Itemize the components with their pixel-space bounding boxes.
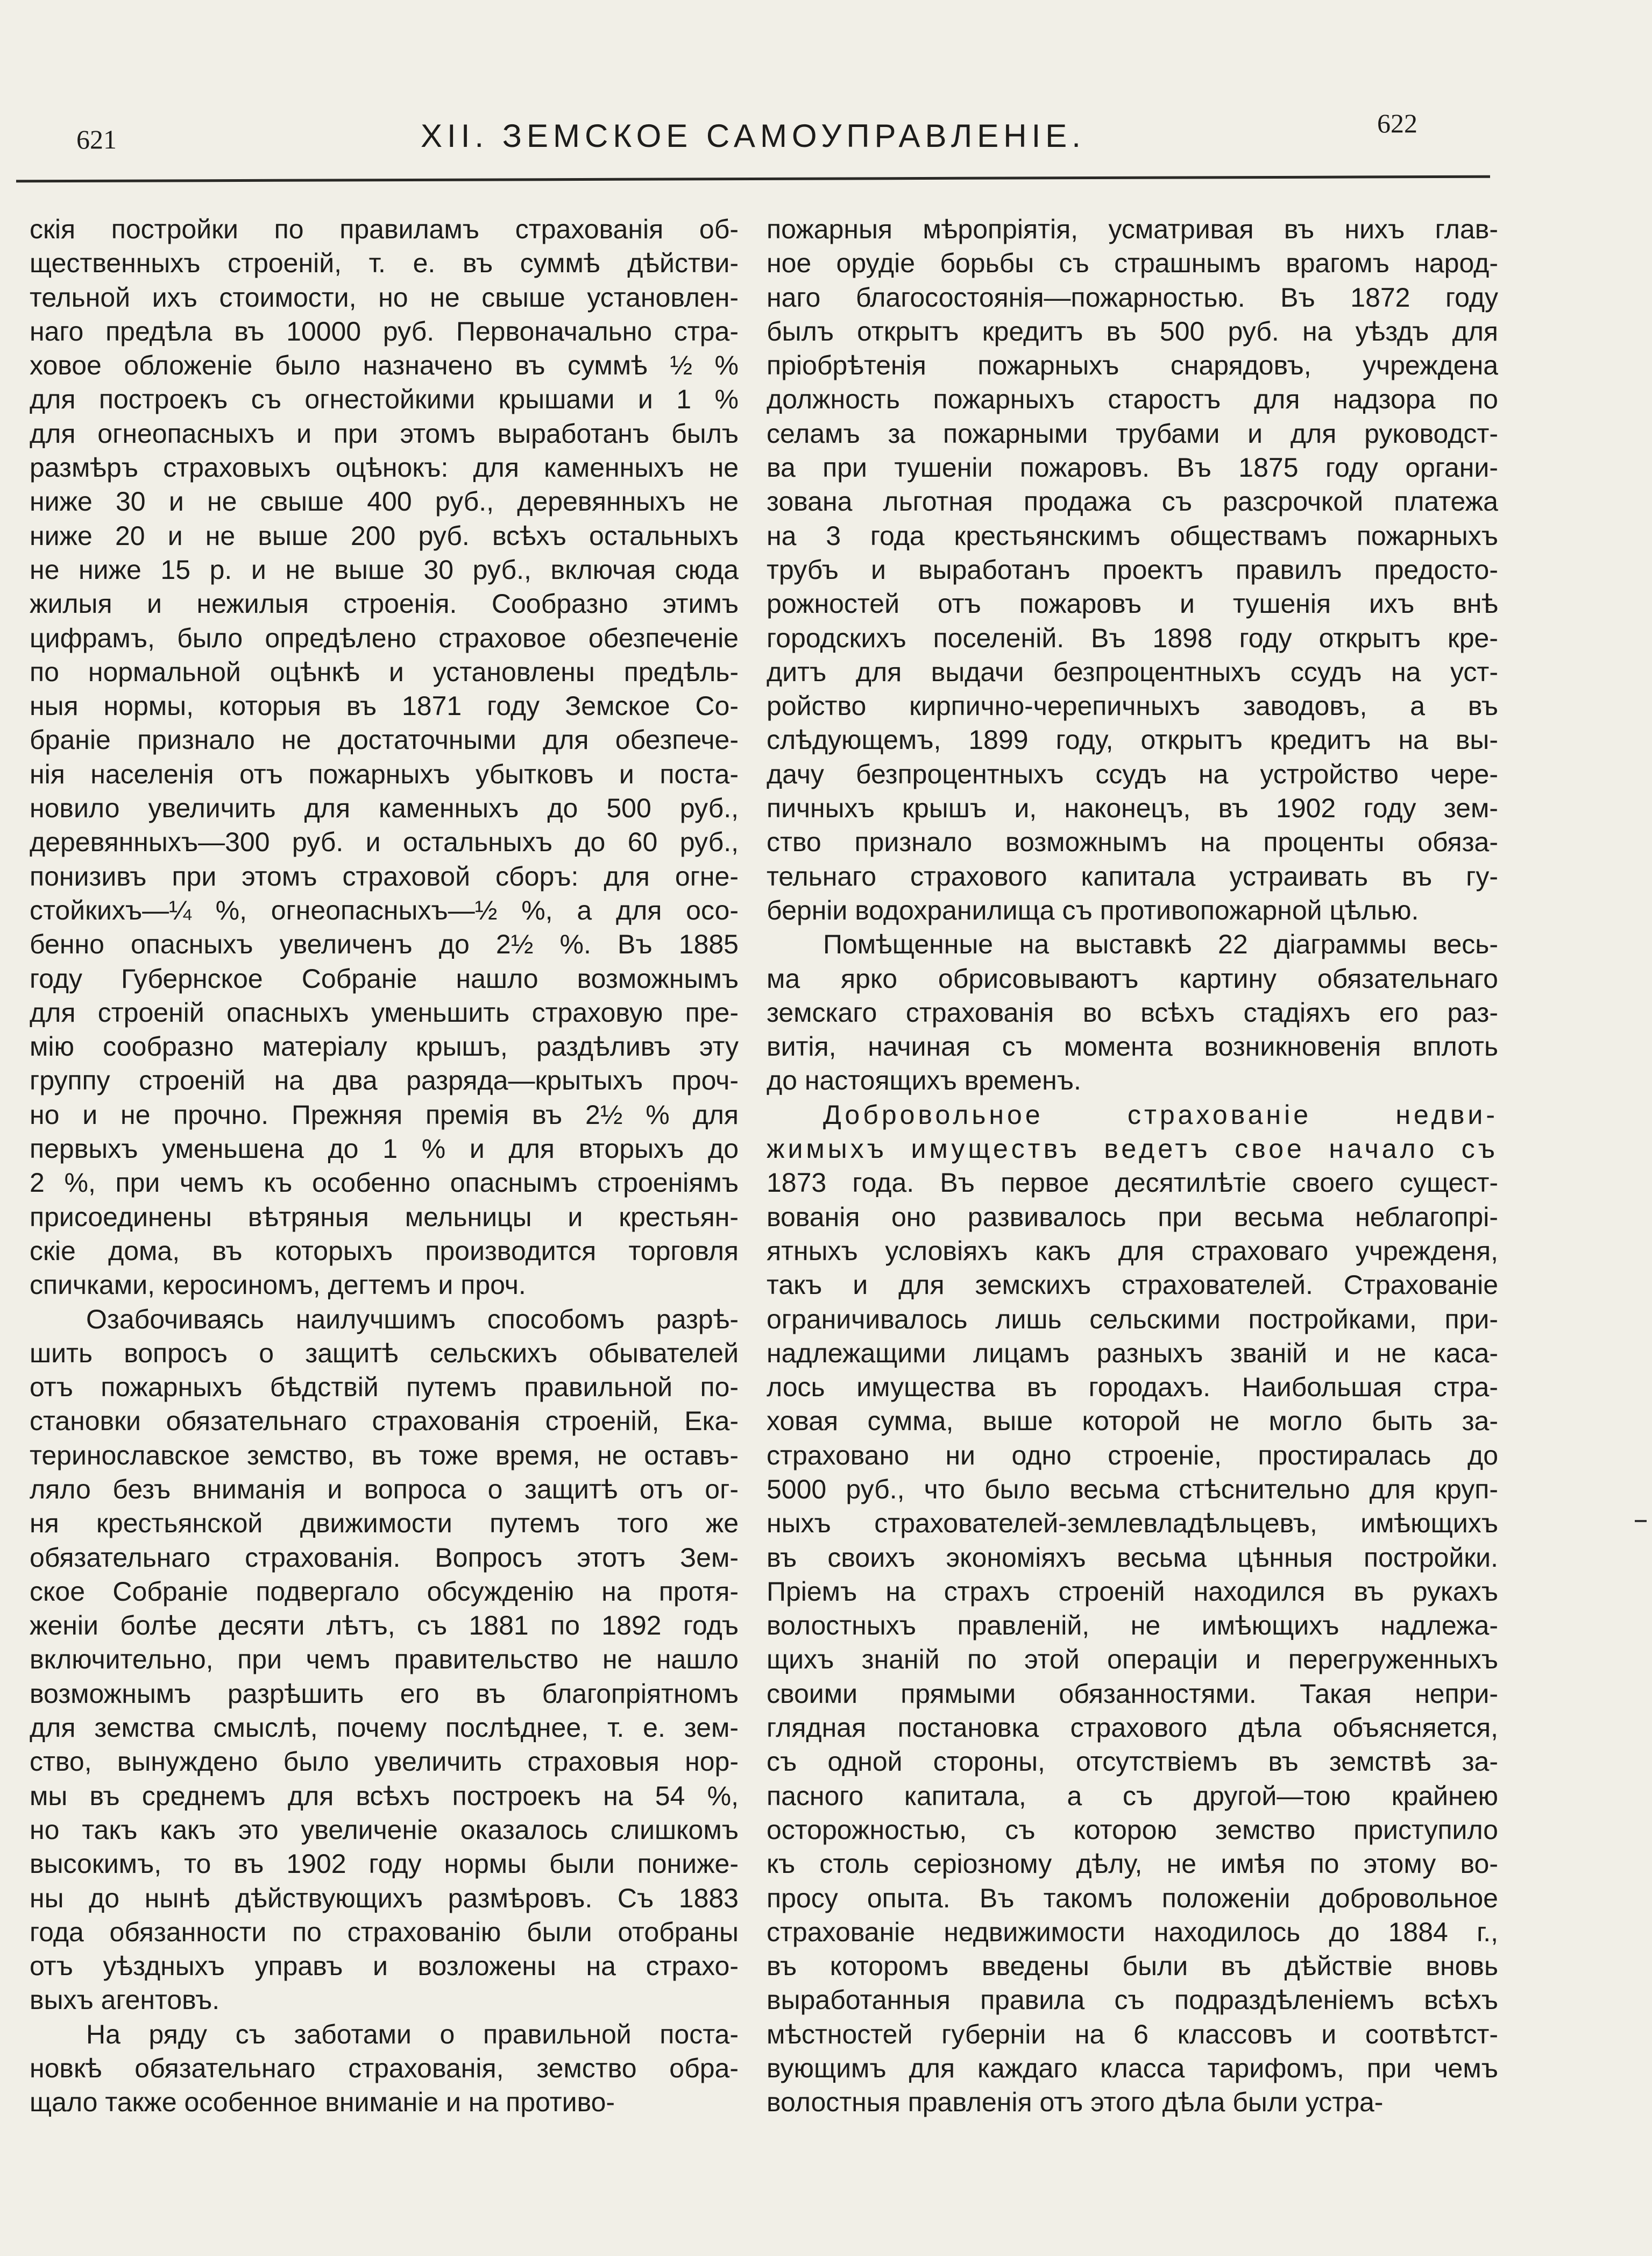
text-line: щихъ знаній по этой операціи и перегруженныхъ (767, 1644, 1498, 1675)
text-line: теринославское земство, въ тоже время, не оставъ- (30, 1440, 739, 1470)
text-line: понизивъ при этомъ страховой сборъ: для огне- (30, 861, 739, 892)
text-line: для строеній опасныхъ уменьшить страховую пре- (30, 997, 739, 1028)
text-line: ятныхъ условіяхъ какъ для страховаго учрежденя, (767, 1235, 1498, 1266)
text-line: ское Собраніе подвергало обсужденію на протя- (30, 1576, 739, 1607)
text-line: глядная постановка страхового дѣла объясняется, (767, 1713, 1498, 1743)
text-line: мы въ среднемъ для всѣхъ построекъ на 54 %, (30, 1780, 739, 1811)
text-line: ны до нынѣ дѣйствующихъ размѣровъ. Съ 1883 (30, 1883, 739, 1913)
text-line: своими прямыми обязанностями. Такая непри- (767, 1678, 1498, 1709)
text-line: наго предѣла въ 10000 руб. Первоначально стра- (30, 316, 739, 346)
text-line: размѣръ страховыхъ оцѣнокъ: для каменныхъ не (30, 452, 739, 483)
page-number-left: 621 (76, 124, 117, 154)
text-line: для земства смыслѣ, почему послѣднее, т. е. зем- (30, 1713, 739, 1743)
text-line: группу строеній на два разряда—крытыхъ проч- (30, 1065, 739, 1096)
text-line: пичныхъ крышъ и, наконецъ, въ 1902 году зем- (767, 793, 1498, 824)
text-line: мѣстностей губерніи на 6 классовъ и соотвѣтст- (767, 2019, 1498, 2049)
text-line: пасного капитала, а съ другой—тою крайнею (767, 1780, 1498, 1811)
text-line: такъ и для земскихъ страхователей. Страхованіе (767, 1270, 1498, 1300)
text-line: Добровольное страхованіе недви- (823, 1099, 1498, 1130)
text-line: отъ уѣздныхъ управъ и возложены на страхо- (30, 1951, 739, 1982)
text-line: ма ярко обрисовываютъ картину обязательнаго (767, 963, 1498, 994)
text-line: щало также особенное вниманіе и на противо- (30, 2087, 615, 2118)
text-line: На ряду съ заботами о правильной поста- (86, 2019, 739, 2049)
text-line: пожарныя мѣропріятія, усматривая въ нихъ глав- (767, 214, 1498, 244)
text-line: зована льготная продажа съ разсрочкой платежа (767, 486, 1498, 517)
text-line: но и не прочно. Прежняя премія въ 2½ % для (30, 1099, 739, 1130)
text-line: наго благосостоянія—пожарностью. Въ 1872 году (767, 282, 1498, 313)
text-line: ниже 30 и не свыше 400 руб., деревянныхъ не (30, 486, 739, 517)
text-line: селамъ за пожарными трубами и для руководст- (767, 418, 1498, 449)
text-line: щественныхъ строеній, т. е. въ суммѣ дѣйстви- (30, 248, 739, 279)
text-line: включительно, при чемъ правительство не нашло (30, 1644, 739, 1675)
text-line: присоединены вѣтряныя мельницы и крестьян- (30, 1201, 739, 1232)
text-line: въ своихъ экономіяхъ весьма цѣнныя постройки. (767, 1542, 1498, 1573)
text-line: скія постройки по правиламъ страхованія об- (30, 214, 739, 244)
text-line: ховая сумма, выше которой не могло быть за- (767, 1406, 1498, 1437)
text-line: страхованіе недвижимости находилось до 1884 г., (767, 1916, 1498, 1947)
text-line: первыхъ уменьшена до 1 % и для вторыхъ до (30, 1134, 739, 1164)
text-line: цифрамъ, было опредѣлено страховое обезпеченіе (30, 623, 739, 653)
text-line: ство признало возможнымъ на проценты обяза- (767, 827, 1498, 858)
text-line: должность пожарныхъ старостъ для надзора по (767, 384, 1498, 415)
text-line: ховое обложеніе было назначено въ суммѣ ½ % (30, 350, 739, 381)
text-column-right (767, 213, 1498, 2120)
text-line: трубъ и выработанъ проектъ правилъ предосто- (767, 554, 1498, 585)
text-line: тельной ихъ стоимости, но не свыше установлен- (30, 282, 739, 313)
margin-mark (1635, 1520, 1647, 1522)
text-line: скіе дома, въ которыхъ производится торговля (30, 1235, 739, 1266)
text-line: выхъ агентовъ. (30, 1985, 220, 2015)
text-line: 2 %, при чемъ къ особенно опаснымъ строеніямъ (30, 1168, 739, 1198)
text-line: для огнеопасныхъ и при этомъ выработанъ былъ (30, 418, 739, 449)
text-line: ныя нормы, которыя въ 1871 году Земское Со- (30, 691, 739, 722)
text-line: выработанныя правила съ подраздѣленіемъ всѣхъ (767, 1985, 1498, 2015)
text-line: мію сообразно матеріалу крышъ, раздѣливъ эту (30, 1031, 739, 1062)
text-line: до настоящихъ временъ. (767, 1065, 1081, 1096)
text-line: ограничивалось лишь сельскими постройками, при- (767, 1304, 1498, 1334)
text-line: дитъ для выдачи безпроцентныхъ ссудъ на уст- (767, 656, 1498, 687)
text-line: дачу безпроцентныхъ ссудъ на устройство чере- (767, 759, 1498, 789)
text-line: ство, вынуждено было увеличить страховыя нор- (30, 1746, 739, 1777)
text-line: въ которомъ введены были въ дѣйствіе вновь (767, 1951, 1498, 1982)
text-line: ня крестьянской движимости путемъ того же (30, 1508, 739, 1539)
text-line: Озабочиваясь наилучшимъ способомъ разрѣ- (86, 1304, 739, 1334)
text-line: ляло безъ вниманія и вопроса о защитѣ отъ ог- (30, 1474, 739, 1504)
text-line: Пріемъ на страхъ строеній находился въ рукахъ (767, 1576, 1498, 1607)
text-column-left (30, 213, 739, 2120)
text-line: къ столь серіозному дѣлу, не имѣя по этому во- (767, 1849, 1498, 1879)
text-line: нія населенія отъ пожарныхъ убытковъ и поста- (30, 759, 739, 789)
text-line: осторожностью, съ которою земство приступило (767, 1814, 1498, 1845)
text-line: бенно опасныхъ увеличенъ до 2½ %. Въ 1885 (30, 929, 739, 960)
text-line: новило увеличить для каменныхъ до 500 руб., (30, 793, 739, 824)
text-line: ныхъ страхователей-землевладѣльцевъ, имѣющихъ (767, 1508, 1498, 1539)
header-rule (16, 175, 1490, 183)
text-line: ва при тушеніи пожаровъ. Въ 1875 году органи- (767, 452, 1498, 483)
text-line: шить вопросъ о защитѣ сельскихъ обывателей (30, 1338, 739, 1368)
page-number-right: 622 (1377, 108, 1417, 138)
text-line: женіи болѣе десяти лѣтъ, съ 1881 по 1892 годъ (30, 1610, 739, 1641)
text-line: становки обязательнаго страхованія строеній, Ека- (30, 1406, 739, 1437)
text-line: браніе признало не достаточными для обезпече- (30, 725, 739, 755)
text-line: просу опыта. Въ такомъ положеніи добровольное (767, 1883, 1498, 1913)
text-line: ное орудіе борьбы съ страшнымъ врагомъ народ- (767, 248, 1498, 279)
running-title: XII. ЗЕМСКОЕ САМОУПРАВЛЕНІЕ. (421, 118, 1086, 154)
text-line: жимыхъ имуществъ ведетъ свое начало съ (767, 1134, 1498, 1164)
text-line: по нормальной оцѣнкѣ и установлены предѣль- (30, 656, 739, 687)
text-line: 1873 года. Въ первое десятилѣтіе своего сущест- (767, 1168, 1498, 1198)
text-line: новкѣ обязательнаго страхованія, земство обра- (30, 2053, 739, 2084)
text-line: надлежащими лицамъ разныхъ званій и не каса- (767, 1338, 1498, 1368)
text-line: Помѣщенные на выставкѣ 22 діаграммы весь- (823, 929, 1498, 960)
text-line: высокимъ, то въ 1902 году нормы были пониже- (30, 1849, 739, 1879)
text-line: страховано ни одно строеніе, простиралась до (767, 1440, 1498, 1470)
text-line: возможнымъ разрѣшить его въ благопріятномъ (30, 1678, 739, 1709)
text-line: волостныя правленія отъ этого дѣла были устра- (767, 2087, 1384, 2118)
text-line: лось имущества въ городахъ. Наибольшая стра- (767, 1372, 1498, 1403)
text-line: рожностей отъ пожаровъ и тушенія ихъ внѣ (767, 589, 1498, 619)
text-line: 5000 руб., что было весьма стѣснительно для круп- (767, 1474, 1498, 1504)
text-line: на 3 года крестьянскимъ обществамъ пожарныхъ (767, 520, 1498, 551)
text-line: деревянныхъ—300 руб. и остальныхъ до 60 руб., (30, 827, 739, 858)
text-line: году Губернское Собраніе нашло возможнымъ (30, 963, 739, 994)
text-line: для построекъ съ огнестойкими крышами и 1 % (30, 384, 739, 415)
text-line: пріобрѣтенія пожарныхъ снарядовъ, учреждена (767, 350, 1498, 381)
text-line: городскихъ поселеній. Въ 1898 году открытъ кре- (767, 623, 1498, 653)
text-line: слѣдующемъ, 1899 году, открытъ кредитъ на вы- (767, 725, 1498, 755)
text-line: стойкихъ—¼ %, огнеопасныхъ—½ %, а для осо- (30, 895, 739, 925)
text-line: спичками, керосиномъ, дегтемъ и проч. (30, 1270, 526, 1300)
text-line: ниже 20 и не выше 200 руб. всѣхъ остальныхъ (30, 520, 739, 551)
text-line: отъ пожарныхъ бѣдствій путемъ правильной по- (30, 1372, 739, 1403)
text-line: волостныхъ правленій, не имѣющихъ надлежа- (767, 1610, 1498, 1641)
text-line: но такъ какъ это увеличеніе оказалось слишкомъ (30, 1814, 739, 1845)
text-line: вующимъ для каждаго класса тарифомъ, при чемъ (767, 2053, 1498, 2084)
text-line: съ одной стороны, отсутствіемъ въ земствѣ за- (767, 1746, 1498, 1777)
text-line: былъ открытъ кредитъ въ 500 руб. на уѣздъ для (767, 316, 1498, 346)
text-line: не ниже 15 р. и не выше 30 руб., включая сюда (30, 554, 739, 585)
text-line: земскаго страхованія во всѣхъ стадіяхъ его раз- (767, 997, 1498, 1028)
text-line: жилыя и нежилыя строенія. Сообразно этимъ (30, 589, 739, 619)
text-line: берніи водохранилища съ противопожарной цѣлью. (767, 895, 1419, 925)
text-line: тельнаго страхового капитала устраивать въ гу- (767, 861, 1498, 892)
text-line: обязательнаго страхованія. Вопросъ этотъ Зем- (30, 1542, 739, 1573)
text-line: вованія оно развивалось при весьма неблагопрі- (767, 1201, 1498, 1232)
text-line: витія, начиная съ момента возникновенія вплоть (767, 1031, 1498, 1062)
text-line: ройство кирпично-черепичныхъ заводовъ, а въ (767, 691, 1498, 722)
text-line: года обязанности по страхованію были отобраны (30, 1916, 739, 1947)
